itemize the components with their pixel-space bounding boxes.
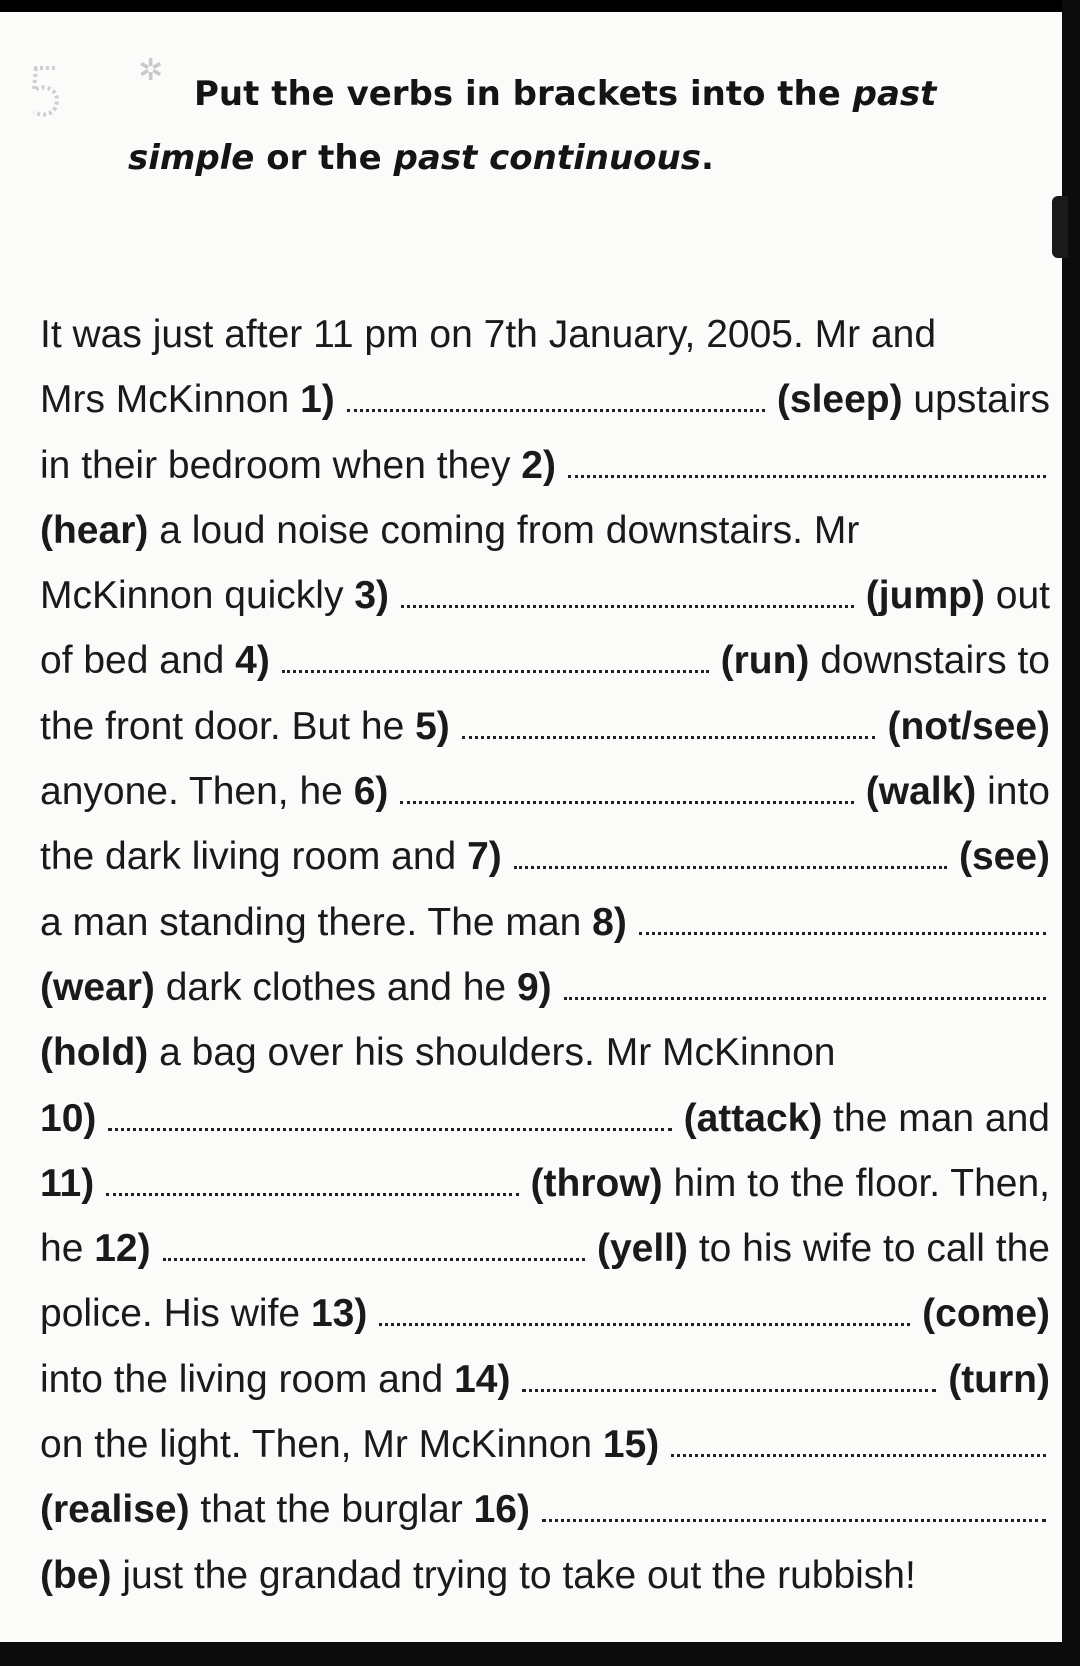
passage-text: on the light. Then, Mr McKinnon xyxy=(40,1423,603,1467)
answer-blank-9[interactable] xyxy=(564,985,1046,1000)
passage-text: in their bedroom when they xyxy=(40,443,522,487)
verb-prompt-11: (throw) xyxy=(530,1161,663,1205)
verb-prompt-14: (turn) xyxy=(948,1357,1050,1401)
passage-text: that the burglar xyxy=(189,1488,474,1532)
gap-number-9: 9) xyxy=(516,965,552,1009)
gap-number-14: 14) xyxy=(454,1357,511,1401)
instruction-text: or the xyxy=(254,138,394,178)
gap-number-11: 11) xyxy=(40,1161,95,1205)
answer-blank-12[interactable] xyxy=(163,1246,585,1261)
passage-line xyxy=(40,563,1050,628)
answer-blank-8[interactable] xyxy=(639,920,1046,935)
passage-text: downstairs to xyxy=(809,639,1050,683)
scan-border-bottom xyxy=(0,1642,1080,1666)
passage-line xyxy=(40,759,1050,824)
answer-blank-4[interactable] xyxy=(282,658,709,673)
verb-prompt-2: (hear) xyxy=(40,508,149,552)
passage-text: the front door. But he xyxy=(40,704,416,748)
passage-line xyxy=(40,1543,1050,1608)
passage-text: out xyxy=(984,574,1050,618)
gap-number-3: 3) xyxy=(354,574,389,618)
scan-page-tab xyxy=(1052,196,1068,258)
instruction-period: . xyxy=(700,138,714,178)
passage-line xyxy=(40,1477,1050,1542)
passage-text: just the grandad trying to take out the rubbish! xyxy=(111,1553,916,1597)
passage-text: into xyxy=(976,770,1050,814)
instruction-text: Put the verbs in brackets into the xyxy=(194,74,853,114)
answer-blank-13[interactable] xyxy=(379,1311,910,1326)
passage-text: a bag over his shoulders. Mr McKinnon xyxy=(148,1031,836,1075)
verb-prompt-16: (be) xyxy=(40,1553,112,1597)
answer-blank-5[interactable] xyxy=(462,724,876,739)
gap-number-6: 6) xyxy=(353,770,389,814)
passage-line xyxy=(40,1020,1050,1085)
passage-text: dark clothes and he xyxy=(154,965,517,1009)
passage-text: of bed and xyxy=(40,639,236,683)
passage-line xyxy=(40,1347,1050,1412)
gap-number-4: 4) xyxy=(235,639,270,683)
passage-text: a loud noise coming from downstairs. Mr xyxy=(148,508,860,552)
passage-line xyxy=(40,367,1050,432)
passage-line xyxy=(40,433,1050,498)
answer-blank-3[interactable] xyxy=(401,593,854,608)
exercise-number-icon xyxy=(28,62,68,122)
verb-prompt-12: (yell) xyxy=(596,1227,688,1271)
verb-prompt-7: (see) xyxy=(958,835,1050,879)
answer-blank-6[interactable] xyxy=(400,789,853,804)
passage-line xyxy=(40,1281,1050,1346)
passage-text: McKinnon quickly xyxy=(40,574,355,618)
passage-line xyxy=(40,1151,1050,1216)
passage-line xyxy=(40,890,1050,955)
passage-text: It was just after 11 pm on 7th January, 2005. Mr and xyxy=(40,313,937,356)
story-passage xyxy=(40,302,1050,1608)
gap-number-10: 10) xyxy=(40,1096,97,1140)
answer-blank-10[interactable] xyxy=(108,1116,671,1131)
gap-number-13: 13) xyxy=(310,1292,368,1336)
instruction-italic-simple: simple xyxy=(128,138,255,178)
answer-blank-7[interactable] xyxy=(514,854,947,869)
passage-line xyxy=(40,628,1050,693)
verb-prompt-3: (jump) xyxy=(865,574,985,618)
verb-prompt-4: (run) xyxy=(720,639,810,683)
exercise-instruction xyxy=(128,62,1028,190)
worksheet-page xyxy=(0,12,1062,1642)
instruction-italic-past: past xyxy=(852,74,937,114)
gap-number-12: 12) xyxy=(94,1227,151,1271)
passage-text: police. His wife xyxy=(40,1292,311,1336)
verb-prompt-10: (attack) xyxy=(683,1096,823,1140)
verb-prompt-6: (walk) xyxy=(865,770,977,814)
gap-number-15: 15) xyxy=(602,1423,660,1467)
answer-blank-11[interactable] xyxy=(106,1181,518,1196)
answer-blank-2[interactable] xyxy=(568,463,1046,478)
passage-line xyxy=(40,824,1050,889)
gap-number-2: 2) xyxy=(521,443,556,487)
answer-blank-1[interactable] xyxy=(347,397,765,412)
gap-number-16: 16) xyxy=(473,1488,530,1532)
passage-text: anyone. Then, he xyxy=(40,770,354,814)
passage-line xyxy=(40,1216,1050,1281)
passage-text: the dark living room and xyxy=(40,835,468,879)
gap-number-8: 8) xyxy=(592,900,627,944)
passage-line xyxy=(40,1412,1050,1477)
passage-line xyxy=(40,955,1050,1020)
gap-number-1: 1) xyxy=(300,378,335,422)
passage-text: the man and xyxy=(822,1096,1050,1140)
passage-text: to his wife to call the xyxy=(687,1227,1050,1271)
gap-number-5: 5) xyxy=(415,704,450,748)
passage-text: upstairs xyxy=(902,378,1050,422)
verb-prompt-5: (not/see) xyxy=(887,704,1050,748)
passage-text: Mrs McKinnon xyxy=(40,378,301,422)
answer-blank-16[interactable] xyxy=(542,1507,1046,1522)
answer-blank-14[interactable] xyxy=(522,1377,936,1392)
verb-prompt-9: (hold) xyxy=(40,1031,149,1075)
instruction-italic-past-continuous: past continuous xyxy=(393,138,701,178)
answer-blank-15[interactable] xyxy=(671,1442,1046,1457)
passage-text: a man standing there. The man xyxy=(40,900,593,944)
passage-text: he xyxy=(40,1227,95,1271)
passage-line xyxy=(40,694,1050,759)
passage-text: into the living room and xyxy=(40,1357,455,1401)
gap-number-7: 7) xyxy=(467,835,502,879)
passage-line xyxy=(40,498,1050,563)
star-icon: ✲ xyxy=(138,54,164,87)
verb-prompt-15: (realise) xyxy=(40,1488,190,1532)
verb-prompt-1: (sleep) xyxy=(776,378,903,422)
verb-prompt-13: (come) xyxy=(922,1292,1050,1336)
passage-text: him to the floor. Then, xyxy=(662,1161,1050,1205)
passage-line xyxy=(40,1086,1050,1151)
verb-prompt-8: (wear) xyxy=(40,965,155,1009)
passage-line xyxy=(40,302,1050,367)
